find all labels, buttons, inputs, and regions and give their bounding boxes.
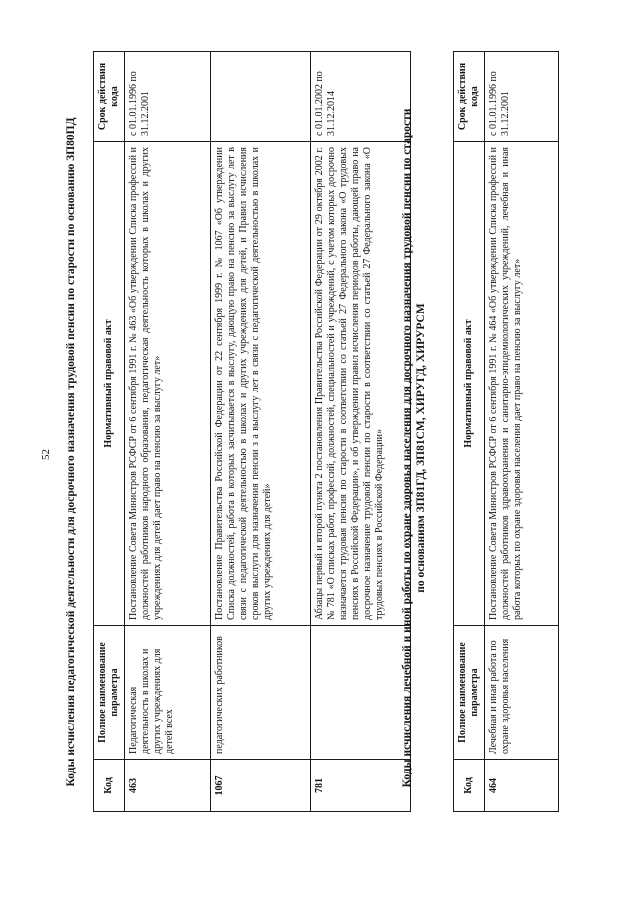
row-act: Постановление Совета Министров РСФСР от 6 сентября 1991 г. № 464 «Об утверждении Списка профессий и должностей работников здравоохранения и санитарно-эпидемиологических учреждений, лечебная и иная работа которых по охране здоровья населения дает право на пенсию за выслугу лет» (485, 142, 559, 626)
row-period: с 01.01.1996 по 31.12.2001 (485, 52, 559, 142)
page-number: 52 (40, 449, 52, 460)
section2-title (400, 98, 428, 798)
header-act: Нормативный правовой акт (94, 142, 125, 626)
row-code: 464 (485, 760, 559, 812)
row-name: педагогических работников (211, 626, 311, 760)
table-header-row (454, 52, 485, 812)
header-period: Срок действия кода (454, 52, 485, 142)
header-code: Код (454, 760, 485, 812)
table-header-row (94, 52, 125, 812)
section2-title-line2: по основаниям ЗП81ГД, ЗП81СМ, ХИРУГД, ХИРУРСМ (415, 303, 427, 593)
row-period (211, 52, 311, 142)
row-name (311, 626, 411, 760)
row-period: с 01.01.1996 по 31.12.2001 (125, 52, 211, 142)
section2-title-line1: Коды исчисления лечебной и иной работы по охране здоровья населения для досрочного назначения трудовой пенсии по старости (401, 108, 413, 788)
table-row (311, 52, 411, 812)
row-code: 1067 (211, 760, 311, 812)
row-act: Абзацы первый и второй пункта 2 постановления Правительства Российской Федерации от 29 октября 2002 г. № 781 «О списках работ, профессий, должностей, специальностей и учреждений, с учетом которых досрочно назначается трудовая пенсия по старости в соответствии со статьей 27 Федерального закона «О трудовых пенсиях в Российской Федерации», и об утверждении правил исчисления периодов работы, дающей право на досрочное назначение трудовой пенсии по старости в соответствии со статьей 27 Федерального закона «О трудовых пенсиях в Российской Федерации» (311, 142, 411, 626)
header-act: Нормативный правовой акт (454, 142, 485, 626)
table-row (125, 52, 211, 812)
table-row (211, 52, 311, 812)
header-name: Полное наименование параметра (454, 626, 485, 760)
row-name: Лечебная и иная работа по охране здоровья населения (485, 626, 559, 760)
row-act: Постановление Совета Министров РСФСР от 6 сентября 1991 г. № 463 «Об утверждении Списка профессий и должностей работников народного образования, педагогическая деятельность которых в школах и других учреждениях для детей дает право на пенсию за выслугу лет» (125, 142, 211, 626)
row-name: Педагогическая деятельность в школах и других учреждениях для детей всех (125, 626, 211, 760)
medical-codes-table (453, 51, 559, 812)
row-period: с 01.01.2002 по 31.12.2014 (311, 52, 411, 142)
header-name: Полное наименование параметра (94, 626, 125, 760)
header-period: Срок действия кода (94, 52, 125, 142)
row-code: 463 (125, 760, 211, 812)
section1-title: Коды исчисления педагогической деятельности для досрочного назначения трудовой пенсии по старости по основанию ЗП80ПД (65, 117, 77, 787)
pedagogical-codes-table (93, 51, 411, 812)
header-code: Код (94, 760, 125, 812)
row-act: Постановление Правительства Российской Федерации от 22 сентября 1999 г. № 1067 «Об утверждении Списка должностей, работа в которых засчитывается в выслугу, дающую право на пенсию за выслугу лет в связи с педагогической деятельностью в школах и других учреждениях для детей, и Правил исчисления сроков выслуги для назначения пенсии з а выслугу лет в связи с педагогической деятельностью в школах и других учреждениях для детей» (211, 142, 311, 626)
row-code: 781 (311, 760, 411, 812)
table-row (485, 52, 559, 812)
